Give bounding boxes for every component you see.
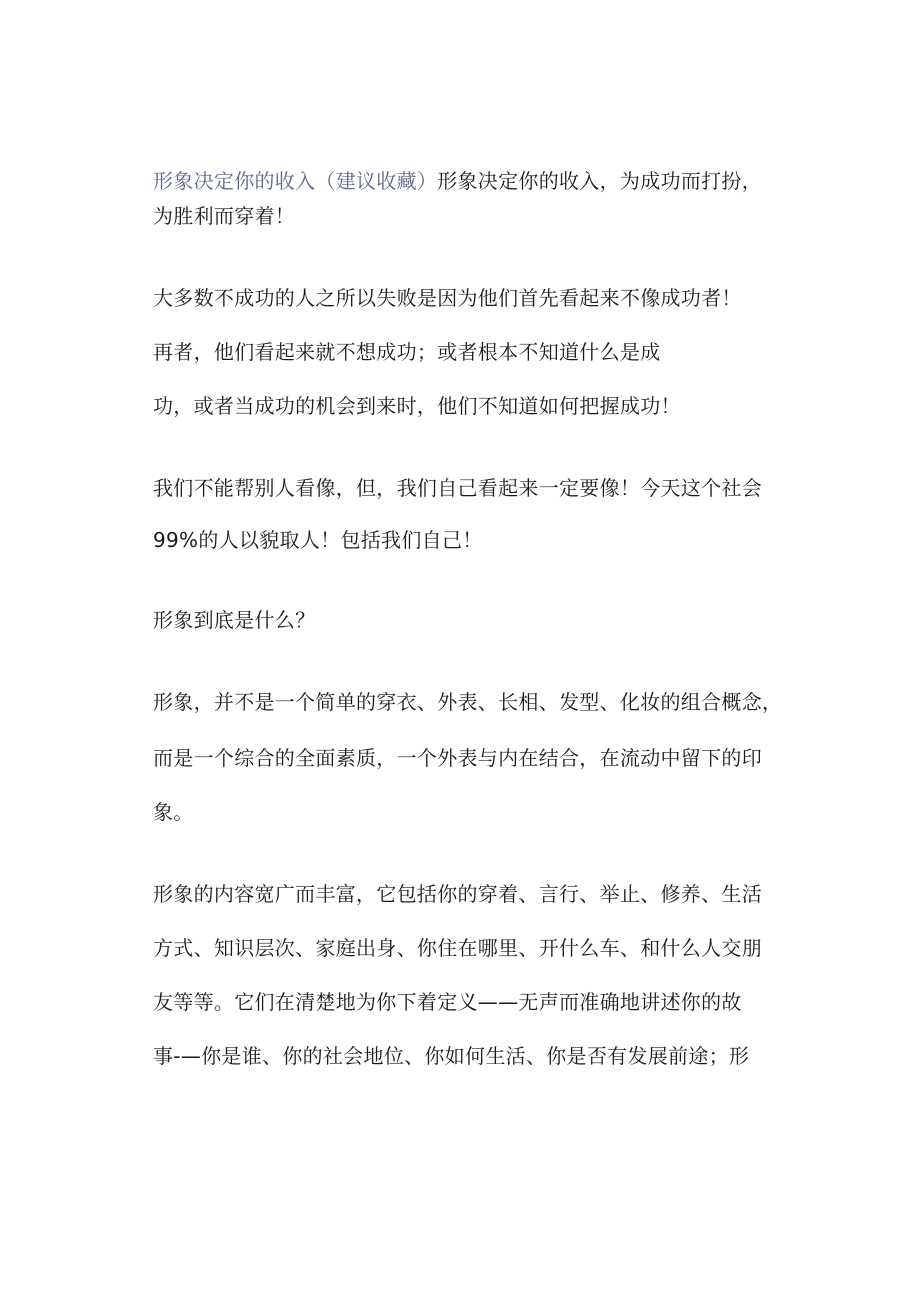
paragraph-5-line-3: 友等等。它们在清楚地为你下着定义——无声而准确地讲述你的故 xyxy=(153,990,742,1014)
intro-line-2: 为胜利而穿着！ xyxy=(153,204,296,228)
paragraph-2-line-2: 99%的人以貌取人！包括我们自己！ xyxy=(153,528,483,552)
paragraph-1-line-3: 功，或者当成功的机会到来时，他们不知道如何把握成功！ xyxy=(153,394,681,418)
paragraph-4-line-1: 形象，并不是一个简单的穿衣、外表、长相、发型、化妆的组合概念， xyxy=(153,690,783,714)
intro-line-1 xyxy=(153,167,762,195)
paragraph-3-heading: 形象到底是什么？ xyxy=(153,608,316,632)
paragraph-4-line-3: 象。 xyxy=(153,800,194,824)
paragraph-5-line-4: 事-—你是谁、你的社会地位、你如何生活、你是否有发展前途；形 xyxy=(153,1044,750,1068)
paragraph-5-line-1: 形象的内容宽广而丰富，它包括你的穿着、言行、举止、修养、生活 xyxy=(153,882,762,906)
paragraph-4-line-2: 而是一个综合的全面素质，一个外表与内在结合，在流动中留下的印 xyxy=(153,746,762,770)
paragraph-1-line-2: 再者，他们看起来就不想成功；或者根本不知道什么是成 xyxy=(153,340,661,364)
paragraph-2-line-1: 我们不能帮别人看像，但，我们自己看起来一定要像！今天这个社会 xyxy=(153,476,762,500)
paragraph-1-line-1: 大多数不成功的人之所以失败是因为他们首先看起来不像成功者！ xyxy=(153,286,742,310)
intro-text: 形象决定你的收入，为成功而打扮， xyxy=(437,169,763,193)
article-title-link[interactable]: 形象决定你的收入（建议收藏） xyxy=(153,169,438,193)
paragraph-5-line-2: 方式、知识层次、家庭出身、你住在哪里、开什么车、和什么人交朋 xyxy=(153,936,762,960)
